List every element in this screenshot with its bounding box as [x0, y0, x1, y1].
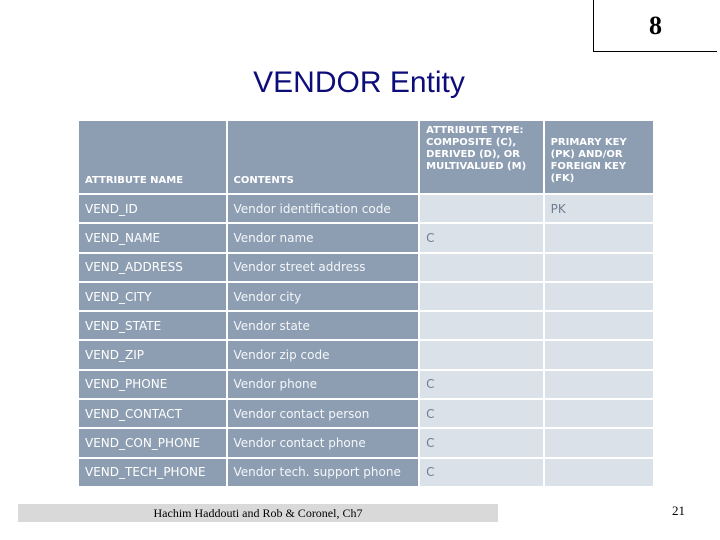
key-cell: [545, 400, 653, 427]
contents-cell: Vendor tech. support phone: [228, 459, 419, 486]
attribute-name-cell: VEND_CITY: [79, 283, 226, 310]
attribute-name-cell: VEND_NAME: [79, 224, 226, 251]
key-cell: [545, 254, 653, 281]
table-row: [79, 429, 653, 456]
contents-cell: Vendor zip code: [228, 341, 419, 368]
key-cell: [545, 283, 653, 310]
contents-cell: Vendor state: [228, 312, 419, 339]
attribute-type-cell: C: [420, 429, 542, 456]
footer-credit: Hachim Haddouti and Rob & Coronel, Ch7: [153, 505, 363, 520]
key-cell: [545, 341, 653, 368]
header-contents: CONTENTS: [228, 121, 419, 193]
key-cell: [545, 224, 653, 251]
key-cell: PK: [545, 195, 653, 222]
attribute-name-cell: VEND_PHONE: [79, 371, 226, 398]
attribute-name-cell: VEND_STATE: [79, 312, 226, 339]
header-attribute-type: ATTRIBUTE TYPE: COMPOSITE (C), DERIVED (D), OR MULTIVALUED (M): [420, 121, 542, 193]
table-row: [79, 254, 653, 281]
table-row: [79, 312, 653, 339]
slide-title: VENDOR Entity: [253, 66, 465, 99]
attribute-type-cell: [420, 341, 542, 368]
attribute-type-cell: C: [420, 224, 542, 251]
header-attribute-name: ATTRIBUTE NAME: [79, 121, 226, 193]
contents-cell: Vendor street address: [228, 254, 419, 281]
table-row: [79, 195, 653, 222]
table-row: [79, 371, 653, 398]
chapter-number-box: [593, 0, 717, 52]
attribute-type-cell: [420, 283, 542, 310]
attribute-name-cell: VEND_CONTACT: [79, 400, 226, 427]
attribute-type-cell: C: [420, 400, 542, 427]
table-row: [79, 459, 653, 486]
header-key-type: PRIMARY KEY (PK) AND/OR FOREIGN KEY (FK): [545, 121, 653, 193]
attribute-type-cell: C: [420, 459, 542, 486]
attribute-name-cell: VEND_CON_PHONE: [79, 429, 226, 456]
contents-cell: Vendor name: [228, 224, 419, 251]
table-row: [79, 341, 653, 368]
contents-cell: Vendor contact phone: [228, 429, 419, 456]
attribute-type-cell: [420, 195, 542, 222]
table-body: [79, 195, 653, 486]
attribute-type-cell: [420, 254, 542, 281]
key-cell: [545, 371, 653, 398]
footer-bar: [18, 504, 498, 522]
page-number: 21: [672, 503, 685, 518]
table-row: [79, 283, 653, 310]
attribute-name-cell: VEND_TECH_PHONE: [79, 459, 226, 486]
chapter-number: 8: [649, 10, 662, 40]
table-row: [79, 224, 653, 251]
attribute-name-cell: VEND_ZIP: [79, 341, 226, 368]
key-cell: [545, 312, 653, 339]
attribute-type-cell: [420, 312, 542, 339]
key-cell: [545, 429, 653, 456]
contents-cell: Vendor city: [228, 283, 419, 310]
contents-cell: Vendor identification code: [228, 195, 419, 222]
vendor-attribute-table: [77, 119, 655, 488]
key-cell: [545, 459, 653, 486]
attribute-type-cell: C: [420, 371, 542, 398]
contents-cell: Vendor contact person: [228, 400, 419, 427]
attribute-name-cell: VEND_ADDRESS: [79, 254, 226, 281]
table-header-row: [79, 121, 653, 193]
contents-cell: Vendor phone: [228, 371, 419, 398]
attribute-name-cell: VEND_ID: [79, 195, 226, 222]
table-row: [79, 400, 653, 427]
